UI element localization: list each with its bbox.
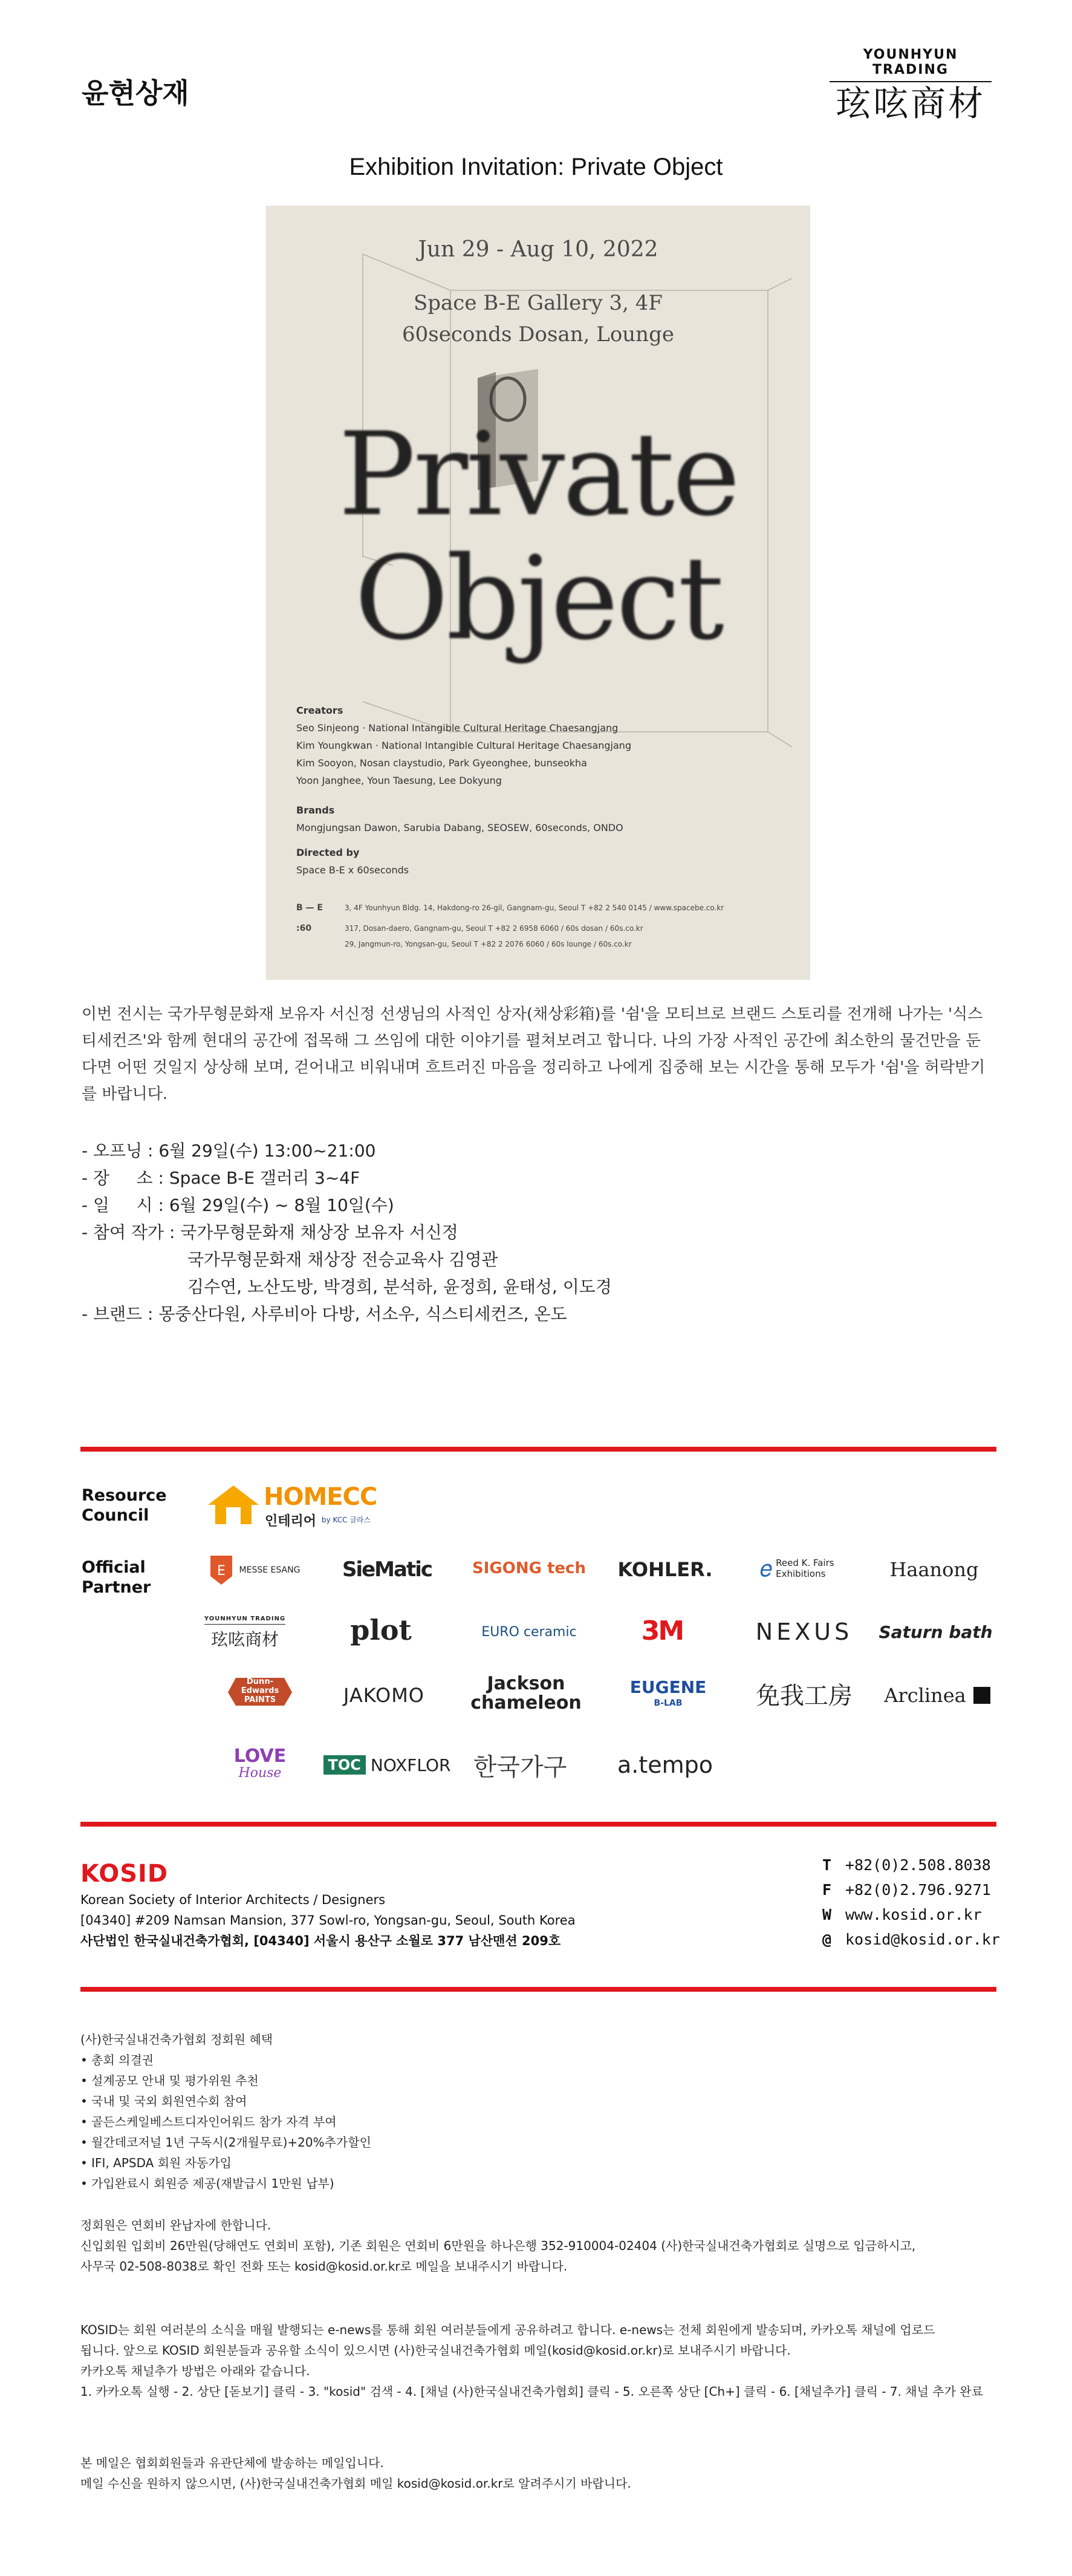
homecc-sub: 인테리어 (265, 1514, 317, 1529)
phone-number[interactable]: +82(0)2.508.8038 (845, 1856, 991, 1874)
contact-label: T (822, 1856, 832, 1874)
logo-chinese: 玹呟商材 (835, 83, 986, 124)
messe-esang-shield-icon (208, 1553, 235, 1587)
jackson-chameleon-logo[interactable]: Jackson chameleon (470, 1673, 582, 1714)
creators-heading: Creators (296, 705, 343, 716)
exhibition-poster (266, 206, 810, 980)
calligraphy-brand-logo[interactable]: 免我工房 (756, 1681, 853, 1710)
svg-text:E: E (216, 1564, 226, 1579)
exhibition-details (82, 1137, 989, 1328)
younhyun-logo (830, 47, 992, 124)
benefit-item: • 골든스케일베스트디자인어워드 참가 자격 부여 (80, 2115, 337, 2129)
benefit-item: • 총회 의결권 (80, 2053, 154, 2067)
enews-note: KOSID는 회원 여러분의 소식을 매월 발행되는 e-news를 통해 회원 여러분들에게 공유하려고 합니다. e-news는 전체 회원에게 발송되며, 카카오톡 채널에 업로드 됩니다. 앞으로 KOSID 회원분들과 공유할 소식이 있으시면 (사)한국실내건축가협회 메일(kosid@kosid.or.kr)로 보내주시기 바랍니다. 카카오톡 채널추가 방법은 아래와 같습니다. 1. 카카오톡 실행 - 2. 상단 [돋보기] 클릭 - 3. "kosid" 검색 - 4. [채널 (사)한국실내건축가협회] 클릭 - 5. 오른쪽 상단 [Ch+] 클릭 - 6. [채널추가] 클릭 - 7. 채널 추가 완료 (80, 2323, 983, 2399)
poster-addresses (296, 900, 724, 952)
messe-esang-logo[interactable]: E MESSE ESANG (200, 1551, 308, 1589)
poster-venue-line1: Space B-E Gallery 3, 4F (413, 291, 663, 315)
benefit-item: • 월간데코저널 1년 구독시(2개월무료)+20%추가할인 (80, 2135, 371, 2150)
homecc-small: by KCC 글라스 (322, 1516, 371, 1524)
detail-dates: - 일 시 : 6월 29일(수) ~ 8월 10일(수) (82, 1195, 394, 1215)
benefit-item: • 가입완료시 회원증 제공(재발급시 1만원 납부) (80, 2176, 334, 2191)
benefits-heading: (사)한국실내건축가협회 정회원 혜택 (80, 2032, 273, 2047)
kosid-address-ko: 사단법인 한국실내건축가협회, [04340] 서울시 용산구 소월로 377 남산맨션 209호 (80, 1934, 561, 1948)
kosid-logo: KOSID (80, 1860, 169, 1888)
kosid-name-en: Korean Society of Interior Architects / Designers (80, 1893, 386, 1907)
address-line: 29, Jangmun-ro, Yongsan-gu, Seoul T +82 2 2076 6060 / 60s lounge / 60s.co.kr (345, 940, 632, 948)
divider-red (80, 1447, 996, 1452)
detail-brands: - 브랜드 : 몽중산다원, 사루비아 다방, 서소우, 식스티세컨즈, 온도 (82, 1304, 567, 1324)
younhyun-partner-logo[interactable]: YOUNHYUN TRADING 玹呟商材 (204, 1616, 286, 1649)
contact-label: W (822, 1906, 832, 1923)
arclinea-logo[interactable]: Arclinea (880, 1678, 995, 1712)
brands-line: Mongjungsan Dawon, Sarubia Dabang, SEOSEW, 60seconds, ONDO (296, 822, 623, 833)
3m-logo[interactable]: 3M (641, 1615, 683, 1646)
contact-label: F (822, 1881, 832, 1899)
homecc-house-icon (203, 1481, 264, 1529)
eugene-blab-logo[interactable]: EUGENE B-LAB (629, 1677, 707, 1708)
member-benefits (80, 2029, 371, 2194)
haanong-logo[interactable]: Haanong (889, 1558, 979, 1581)
official-partner-label: Official Partner (82, 1558, 151, 1597)
benefit-item: • IFI, APSDA 회원 자동가입 (80, 2156, 232, 2170)
address-line: 317, Dosan-daero, Gangnam-gu, Seoul T +82 2 6958 6060 / 60s dosan / 60s.co.kr (345, 924, 643, 933)
fax-number: +82(0)2.796.9271 (845, 1881, 991, 1899)
spacebe-mark: B — E (296, 903, 323, 913)
intro-paragraph: 이번 전시는 국가무형문화재 보유자 서신정 선생님의 사적인 상자(채상彩箱)를 '쉼'을 모티브로 브랜드 스토리를 전개해 나가는 '식스티세컨즈'와 함께 현대의 공간에 접목해 그 쓰임에 대한 이야기를 펼쳐보려고 합니다. 나의 가장 사적인 공간에 최소한의 물건만을 둔다면 어떤 것일지 상상해 보며, 걷어내고 비워내며 흐트러진 마음을 정리하고 나에게 집중해 보는 시간을 통해 모두가 '쉼'을 허락받기를 바랍니다. (82, 1005, 986, 1103)
mail-notice: 본 메일은 협회회원들과 유관단체에 발송하는 메일입니다. 메일 수신을 원하지 않으시면, (사)한국실내건축가협회 메일 kosid@kosid.or.kr로 알려주시기 바랍니다. (80, 2456, 631, 2491)
60s-mark: :60 (296, 924, 312, 933)
directed-heading: Directed by (296, 847, 360, 858)
divider-red (80, 1822, 996, 1827)
divider-red (80, 1987, 996, 1992)
poster-venue-line2: 60seconds Dosan, Lounge (402, 322, 674, 347)
creator-line: Seo Sinjeong · National Intangible Cultural Heritage Chaesangjang (296, 722, 619, 734)
reed-k-fairs-logo[interactable]: 𝑒 Reed K. Fairs Exhibitions (759, 1555, 834, 1582)
email-link[interactable]: kosid@kosid.or.kr (845, 1931, 1000, 1948)
creator-line: Kim Youngkwan · National Intangible Cultural Heritage Chaesangjang (296, 740, 632, 751)
homecc-logo[interactable] (203, 1481, 378, 1529)
address-line: 3, 4F Younhyun Bldg. 14, Hakdong-ro 26-gil, Gangnam-gu, Seoul T +82 2 540 0145 / www.spacebe.co.kr (345, 904, 724, 912)
kosid-address (80, 1890, 576, 1951)
logo-divider (830, 81, 992, 82)
detail-opening: - 오프닝 : 6월 29일(수) 13:00~21:00 (82, 1141, 376, 1161)
benefit-item: • 국내 및 국외 회원연수회 참여 (80, 2094, 247, 2108)
creator-line: Yoon Janghee, Youn Taesung, Lee Dokyung (296, 775, 502, 786)
logo-english: YOUNHYUN TRADING (863, 47, 958, 77)
contact-label: @ (822, 1931, 832, 1948)
reed-swoosh-icon: 𝑒 (759, 1555, 773, 1582)
poster-creators (296, 702, 631, 789)
arclinea-square-icon (973, 1687, 990, 1704)
toc-badge-icon: TOC (323, 1755, 366, 1775)
kosid-address-en: [04340] #209 Namsan Mansion, 377 Sowl-ro, Yongsan-gu, Seoul, South Korea (80, 1913, 576, 1928)
poster-title-private: Private (338, 408, 738, 541)
membership-fee-note: 정회원은 연회비 완납자에 한합니다. 신입회원 입회비 26만원(당해연도 연회비 포함), 기존 회원은 연회비 6만원을 하나은행 352-910004-02404 (사)한국실내건축가협회로 실명으로 입금하시고, 사무국 02-508-8038로 확인 전화 또는 kosid@kosid.or.kr로 메일을 보내주시기 바랍니다. (80, 2218, 916, 2274)
siematic-logo[interactable]: SieMatic (342, 1557, 432, 1582)
euro-ceramic-logo[interactable]: EURO ceramic (481, 1624, 577, 1640)
creator-line: Kim Sooyon, Nosan claystudio, Park Gyeonghee, bunseokha (296, 757, 587, 769)
poster-brands (296, 801, 623, 836)
toc-noxflor-logo[interactable]: TOC NOXFLOR (326, 1748, 447, 1782)
brand-name: 윤현상재 (82, 77, 189, 109)
poster-directed (296, 844, 409, 879)
korea-furniture-logo[interactable]: 한국가구 (473, 1753, 567, 1781)
dunn-edwards-logo[interactable]: Dunn-Edwards PAINTS (221, 1674, 299, 1719)
saturn-bath-logo[interactable]: Saturn bath (879, 1622, 993, 1642)
benefit-item: • 설계공모 안내 및 평가위원 추천 (80, 2073, 259, 2088)
website-link[interactable]: www.kosid.or.kr (845, 1906, 982, 1923)
poster-venue (266, 287, 810, 350)
nexus-logo[interactable]: NEXUS (755, 1619, 853, 1645)
love-house-logo[interactable]: LOVE House (233, 1746, 287, 1781)
detail-artists: - 참여 작가 : 국가무형문화재 채상장 보유자 서신정 (82, 1222, 458, 1242)
poster-title-object: Object (354, 532, 722, 665)
poster-dates: Jun 29 - Aug 10, 2022 (418, 237, 658, 262)
brands-heading: Brands (296, 804, 335, 816)
page-title: Exhibition Invitation: Private Object (349, 154, 723, 180)
detail-artists-line3: 김수연, 노산도방, 박경희, 분석하, 윤정희, 윤태성, 이도경 (187, 1277, 612, 1297)
detail-place: - 장 소 : Space B-E 갤러리 3~4F (82, 1168, 360, 1188)
sigong-tech-logo[interactable]: SIGONG tech (472, 1559, 586, 1577)
plot-logo[interactable]: plot (350, 1614, 412, 1646)
jakomo-logo[interactable]: JAKOMO (343, 1684, 424, 1707)
homecc-wordmark: HOMECC (264, 1483, 377, 1511)
resource-council-label: Resource Council (82, 1486, 167, 1525)
kohler-logo[interactable]: KOHLER. (617, 1558, 713, 1581)
atempo-logo[interactable]: a.tempo (617, 1752, 713, 1778)
directed-line: Space B-E x 60seconds (296, 864, 409, 876)
kosid-contact (822, 1853, 1000, 1952)
detail-artists-line2: 국가무형문화재 채상장 전승교육사 김영관 (187, 1250, 498, 1270)
